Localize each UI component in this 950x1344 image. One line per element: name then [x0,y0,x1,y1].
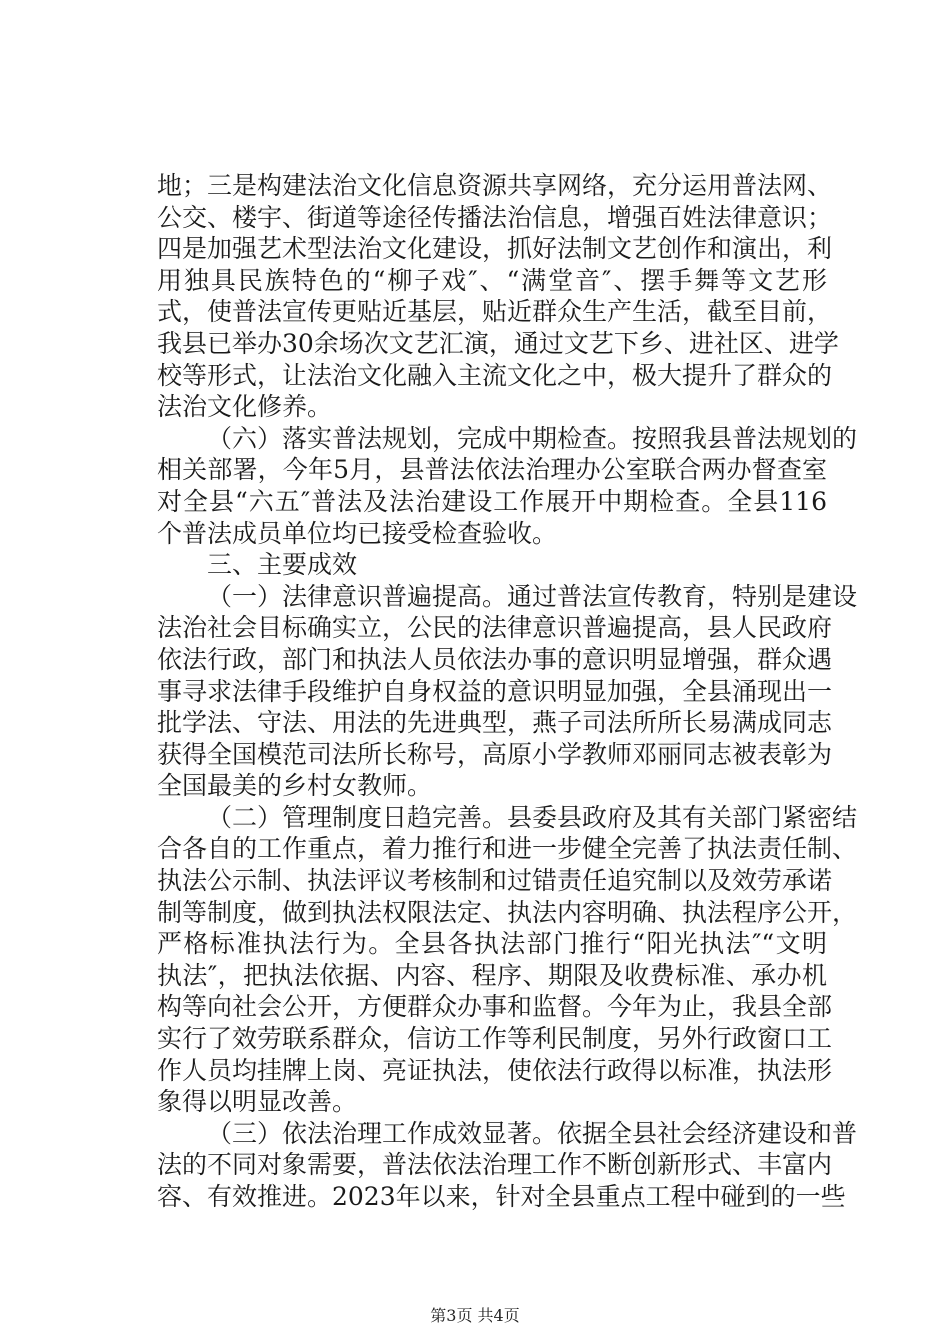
text-line: 容、有效推进。2023年以来，针对全县重点工程中碰到的一些 [157,1182,846,1211]
text-line: 用独具民族特色的“柳子戏″、“满堂音″、摆手舞等文艺形 [157,265,827,295]
text-line: 实行了效劳联系群众，信访工作等利民制度，另外行政窗口工 [157,1024,833,1054]
text-line: 法治文化修养。 [157,392,333,422]
text-line: 事寻求法律手段维护自身权益的意识明显加强，全县涌现出一 [157,676,833,706]
text-line: 全国最美的乡村女教师。 [157,771,433,801]
text-line: 批学法、守法、用法的先进典型，燕子司法所所长易满成同志 [157,708,833,738]
text-line: 个普法成员单位均已接受检查验收。 [157,518,558,548]
text-line: （三）依法治理工作成效显著。依据全县社会经济建设和普 [207,1118,858,1148]
text-line: 构等向社会公开，方便群众办事和监督。今年为止，我县全部 [157,992,833,1022]
text-line: 作人员均挂牌上岗、亮证执法，使依法行政得以标准，执法形 [157,1055,833,1085]
text-line: 执法公示制、执法评议考核制和过错责任追究制以及效劳承诺 [157,866,833,896]
text-line: 严格标准执法行为。全县各执法部门推行“阳光执法″“文明 [157,929,827,959]
text-line: 三、主要成效 [207,550,358,580]
text-line: 公交、楼宇、街道等途径传播法治信息，增强百姓法律意识； [157,202,833,232]
text-line: （一）法律意识普遍提高。通过普法宣传教育，特别是建设 [207,581,858,611]
text-line: 制等制度，做到执法权限法定、执法内容明确、执法程序公开， [157,897,858,927]
text-line: 合各自的工作重点，着力推行和进一步健全完善了执法责任制、 [157,834,858,864]
document-body [157,170,858,1213]
text-line: 我县已举办30余场次文艺汇演，通过文艺下乡、进社区、进学 [157,328,839,358]
text-line: 执法″，把执法依据、内容、程序、期限及收费标准、承办机 [157,960,827,990]
text-line: 法的不同对象需要，普法依法治理工作不断创新形式、丰富内 [157,1150,833,1180]
text-line: （六）落实普法规划，完成中期检查。按照我县普法规划的 [207,423,858,453]
text-line: （二）管理制度日趋完善。县委县政府及其有关部门紧密结 [207,802,858,832]
text-line: 象得以明显改善。 [157,1087,358,1117]
page-footer: 第3页 共4页 [430,1306,520,1325]
text-line: 地；三是构建法治文化信息资源共享网络，充分运用普法网、 [157,171,833,200]
text-line: 依法行政，部门和执法人员依法办事的意识明显增强，群众遇 [157,644,833,674]
text-line: 校等形式，让法治文化融入主流文化之中，极大提升了群众的 [157,360,833,390]
text-line: 获得全国模范司法所长称号，高原小学教师邓丽同志被表彰为 [157,739,833,769]
text-line: 法治社会目标确实立，公民的法律意识普遍提高，县人民政府 [157,613,833,643]
text-line: 四是加强艺术型法治文化建设，抓好法制文艺创作和演出，利 [157,234,833,264]
text-line: 对全县“六五″普法及法治建设工作展开中期检查。全县116 [157,486,827,516]
text-line: 相关部署，今年5月，县普法依法治理办公室联合两办督查室 [157,455,827,485]
text-line: 式，使普法宣传更贴近基层，贴近群众生产生活，截至目前， [157,297,833,327]
